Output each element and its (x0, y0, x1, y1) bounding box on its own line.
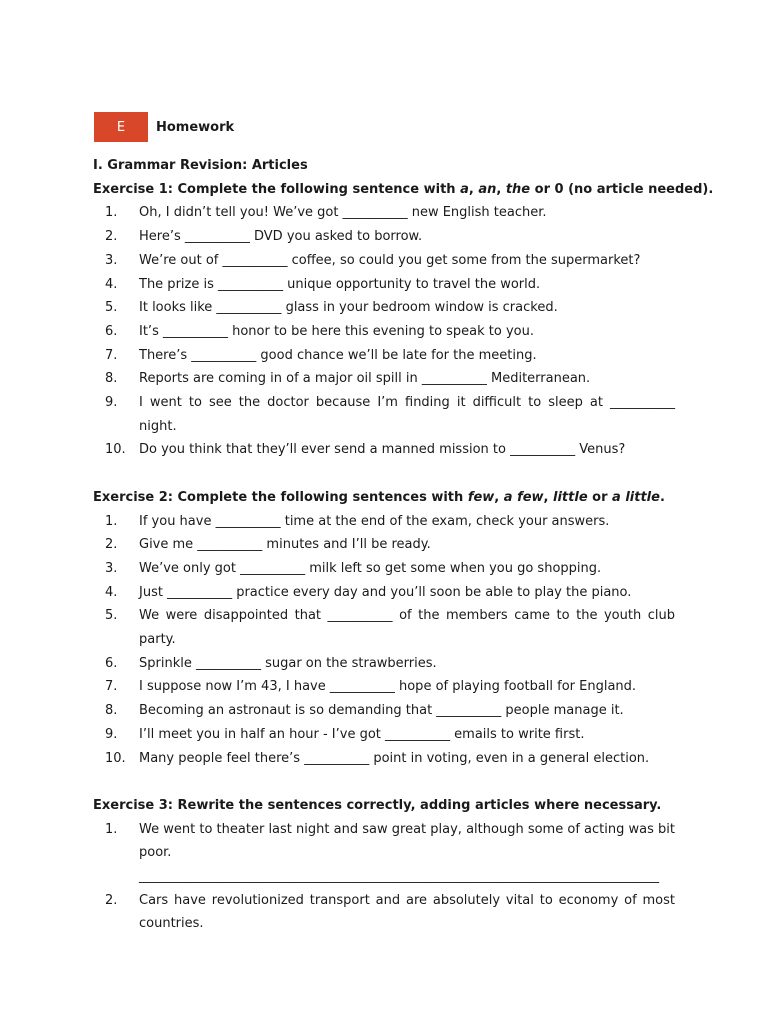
exercise-1-title: Exercise 1: Complete the following sentence with a, an, the or 0 (no article needed). (93, 181, 714, 197)
exercise-item (93, 438, 675, 462)
item-number: 10. (105, 750, 126, 766)
item-text: We went to theater last night and saw great play, although some of acting was bit poor. (139, 821, 675, 861)
item-text: We’re out of __________ coffee, so could you get some from the supermarket? (139, 252, 641, 268)
exercise-item (93, 533, 675, 557)
exercise-item (93, 201, 675, 225)
item-text: I suppose now I’m 43, I have __________ hope of playing football for England. (139, 679, 637, 695)
section-header (94, 112, 234, 142)
item-number: 5. (105, 300, 118, 316)
exercise-2-title: Exercise 2: Complete the following sentences with few, a few, little or a little. (93, 489, 665, 505)
item-text: Cars have revolutionized transport and are absolutely vital to economy of most countries. (139, 892, 675, 932)
item-text: Just __________ practice every day and you’ll soon be able to play the piano. (139, 584, 632, 600)
exercise-item (93, 225, 675, 249)
item-text: I’ll meet you in half an hour - I’ve got __________ emails to write first. (139, 726, 585, 742)
exercise-3-list (93, 818, 675, 937)
item-number: 1. (105, 821, 118, 837)
exercise-item (93, 344, 675, 368)
exercise-item (93, 604, 675, 651)
item-number: 2. (105, 537, 118, 553)
exercise-item (93, 818, 675, 889)
item-number: 9. (105, 726, 118, 742)
worksheet-content (93, 154, 714, 936)
item-number: 1. (105, 513, 118, 529)
exercise-item (93, 391, 675, 438)
item-number: 7. (105, 347, 118, 363)
item-number: 8. (105, 703, 118, 719)
exercise-item (93, 581, 675, 605)
exercise-item (93, 510, 675, 534)
item-text: I went to see the doctor because I’m finding it difficult to sleep at __________ night. (139, 395, 675, 434)
item-number: 4. (105, 276, 118, 292)
item-number: 9. (105, 395, 118, 411)
exercise-item (93, 557, 675, 581)
item-text: We’ve only got __________ milk left so get some when you go shopping. (139, 560, 602, 576)
item-number: 7. (105, 679, 118, 695)
exercise-item (93, 249, 675, 273)
answer-line[interactable]: ________________________________________________________________________________ (139, 869, 659, 885)
section-badge: E (94, 112, 148, 142)
exercise-item (93, 367, 675, 391)
item-text: Becoming an astronaut is so demanding that __________ people manage it. (139, 703, 624, 719)
exercise-item (93, 889, 675, 936)
item-text: Many people feel there’s __________ point in voting, even in a general election. (139, 750, 650, 766)
item-text: Here’s __________ DVD you asked to borrow. (139, 229, 423, 245)
exercise-item (93, 273, 675, 297)
exercise-item (93, 320, 675, 344)
item-text: Oh, I didn’t tell you! We’ve got __________ new English teacher. (139, 205, 547, 221)
exercise-1-list (93, 201, 675, 462)
exercise-item (93, 723, 675, 747)
item-number: 3. (105, 560, 118, 576)
item-text: We were disappointed that __________ of the members came to the youth club party. (139, 608, 675, 648)
item-number: 4. (105, 584, 118, 600)
item-text: Give me __________ minutes and I’ll be ready. (139, 537, 431, 553)
item-number: 10. (105, 442, 126, 458)
item-text: It’s __________ honor to be here this evening to speak to you. (139, 323, 535, 339)
section-header-title: Homework (156, 119, 235, 135)
item-number: 3. (105, 252, 118, 268)
item-number: 2. (105, 892, 118, 908)
item-number: 5. (105, 608, 118, 624)
item-number: 6. (105, 323, 118, 339)
grammar-section-title: I. Grammar Revision: Articles (93, 158, 308, 173)
exercise-3-title: Exercise 3: Rewrite the sentences correctly, adding articles where necessary. (93, 797, 662, 813)
exercise-item (93, 747, 675, 771)
exercise-item (93, 652, 675, 676)
item-text: If you have __________ time at the end of the exam, check your answers. (139, 513, 610, 529)
item-number: 6. (105, 655, 118, 671)
item-text: There’s __________ good chance we’ll be late for the meeting. (139, 347, 537, 363)
item-text: It looks like __________ glass in your bedroom window is cracked. (139, 300, 558, 316)
exercise-item (93, 699, 675, 723)
item-number: 1. (105, 205, 118, 221)
item-text: The prize is __________ unique opportunity to travel the world. (139, 276, 541, 292)
exercise-item (93, 296, 675, 320)
exercise-item (93, 675, 675, 699)
item-text: Sprinkle __________ sugar on the strawberries. (139, 655, 437, 671)
exercise-2-list (93, 510, 675, 771)
item-text: Do you think that they’ll ever send a manned mission to __________ Venus? (139, 442, 626, 458)
item-number: 2. (105, 229, 118, 245)
item-text: Reports are coming in of a major oil spill in __________ Mediterranean. (139, 371, 591, 387)
item-number: 8. (105, 371, 118, 387)
